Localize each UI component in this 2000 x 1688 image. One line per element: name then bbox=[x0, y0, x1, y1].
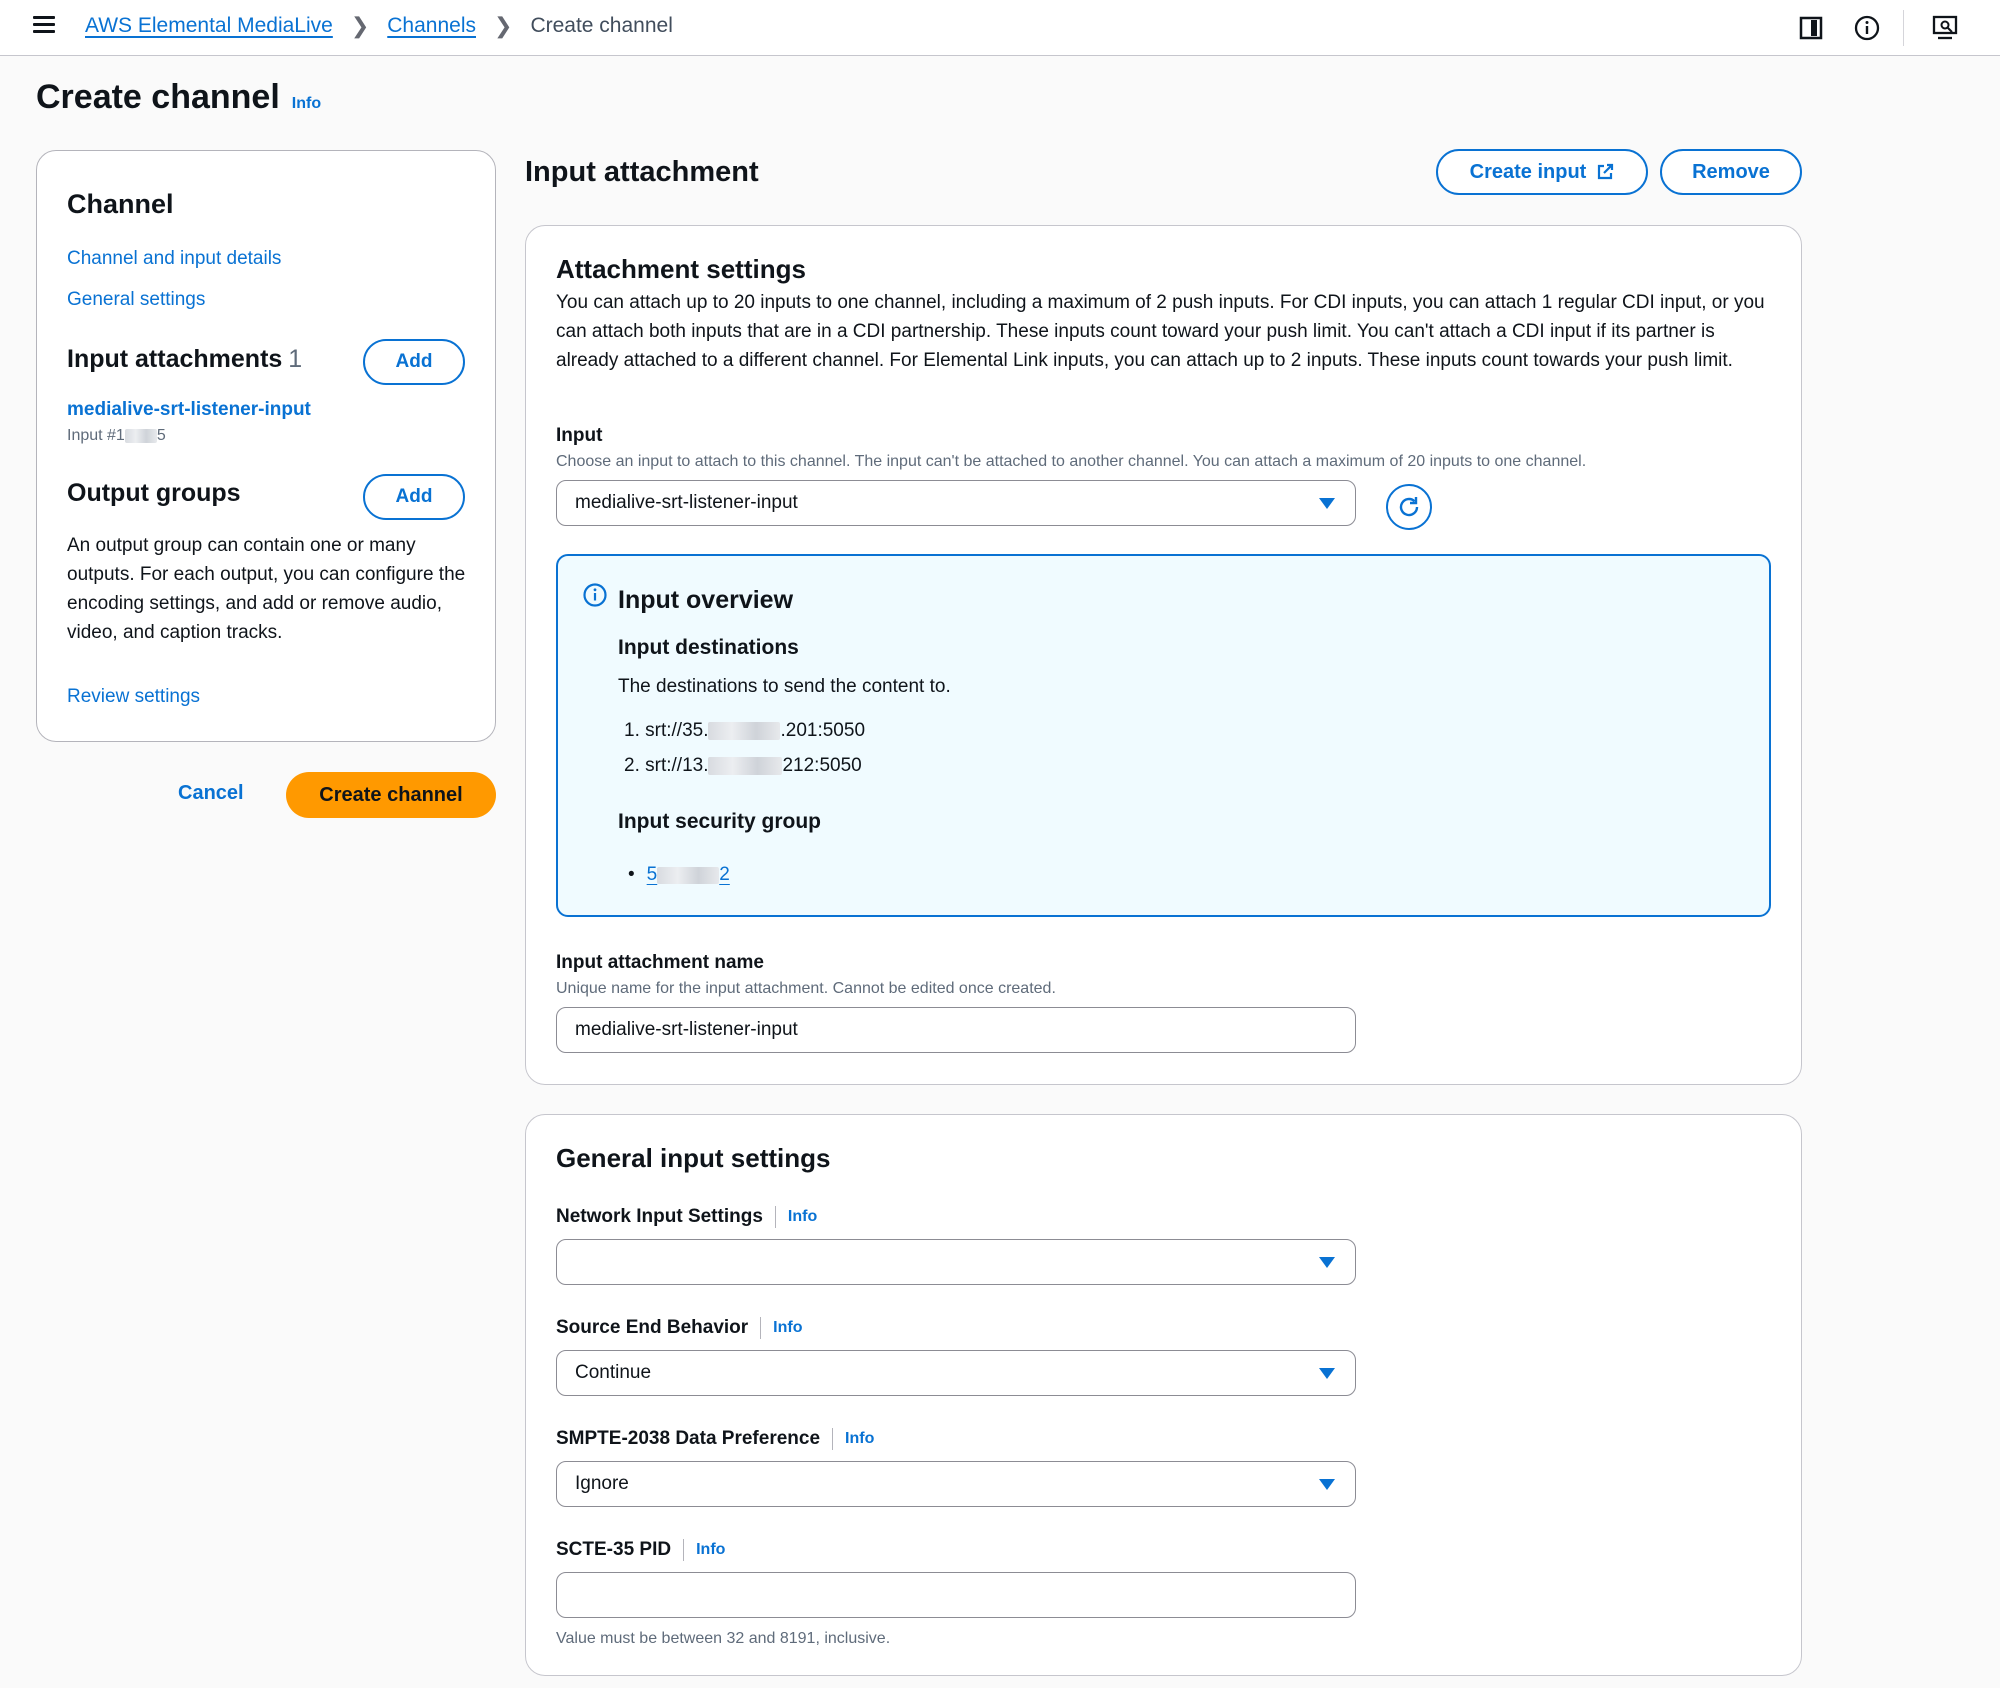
attachment-settings-description: You can attach up to 20 inputs to one channel, including a maximum of 2 push inputs. For CDI inputs, you can attach 1 regular CDI input, or you can attach both inputs that are in a CDI partnership. These inputs count toward your push limit. You can't attach a CDI input if its partner is already attached to a different channel. For Elemental Link inputs, you can attach up to 2 inputs. These inputs count towards your push limit. bbox=[556, 292, 1765, 371]
info-icon[interactable] bbox=[1853, 14, 1881, 42]
menu-icon[interactable] bbox=[33, 13, 57, 35]
input-attachment-name-field[interactable] bbox=[556, 1007, 1356, 1053]
external-link-icon bbox=[1596, 163, 1614, 181]
info-link[interactable]: Info bbox=[845, 1430, 875, 1447]
input-overview-alert bbox=[556, 554, 1771, 917]
info-link[interactable]: Info bbox=[787, 1208, 818, 1225]
source-end-behavior-text: Source End Behavior bbox=[556, 1317, 749, 1338]
divider bbox=[775, 1206, 776, 1228]
chevron-right-icon: ❯ bbox=[350, 13, 370, 38]
attachment-settings-card bbox=[525, 225, 1802, 1085]
page-title-text: Create channel bbox=[36, 78, 280, 116]
destination-item bbox=[624, 755, 862, 777]
destination-suffix: 212:5050 bbox=[782, 755, 862, 776]
caret-down-icon bbox=[1319, 1368, 1335, 1379]
input-attachment-name-value: medialive-srt-listener-input bbox=[575, 1019, 798, 1040]
feedback-icon[interactable] bbox=[1932, 14, 1960, 42]
cancel-button[interactable]: Cancel bbox=[178, 782, 244, 804]
input-destinations-title: Input destinations bbox=[618, 636, 799, 659]
add-output-group-button[interactable]: Add bbox=[363, 474, 465, 520]
smpte-2038-text: SMPTE-2038 Data Preference bbox=[556, 1428, 821, 1449]
destination-item bbox=[624, 720, 865, 742]
divider bbox=[832, 1428, 833, 1450]
network-input-settings-select[interactable] bbox=[556, 1239, 1356, 1285]
input-attachments-label: Input attachments bbox=[67, 345, 283, 373]
split-panel-icon[interactable] bbox=[1797, 14, 1825, 42]
remove-button[interactable]: Remove bbox=[1660, 149, 1802, 195]
info-link[interactable]: Info bbox=[291, 95, 322, 112]
input-security-group-title: Input security group bbox=[618, 810, 822, 833]
nav-heading: Channel bbox=[67, 189, 174, 219]
page-title bbox=[36, 78, 321, 117]
input-select[interactable] bbox=[556, 480, 1356, 526]
smpte-2038-label bbox=[556, 1428, 874, 1450]
redacted-text bbox=[708, 757, 782, 775]
smpte-2038-select[interactable] bbox=[556, 1461, 1356, 1507]
chevron-right-icon: ❯ bbox=[494, 13, 513, 38]
general-input-settings-title: General input settings bbox=[556, 1143, 831, 1173]
source-end-behavior-select[interactable] bbox=[556, 1350, 1356, 1396]
divider bbox=[683, 1539, 684, 1561]
caret-down-icon bbox=[1319, 498, 1335, 509]
breadcrumb-channels[interactable]: Channels bbox=[387, 14, 476, 37]
input-id-prefix: Input #1 bbox=[67, 427, 125, 444]
smpte-2038-value: Ignore bbox=[575, 1473, 629, 1494]
refresh-icon bbox=[1396, 494, 1422, 520]
attachment-settings-title: Attachment settings bbox=[556, 254, 806, 284]
network-input-settings-label bbox=[556, 1206, 817, 1228]
create-input-label: Create input bbox=[1469, 160, 1587, 183]
channel-navigation-panel bbox=[36, 150, 496, 742]
input-destinations-text: The destinations to send the content to. bbox=[618, 676, 951, 697]
refresh-button[interactable] bbox=[1386, 484, 1432, 530]
add-input-attachment-button[interactable]: Add bbox=[363, 339, 465, 385]
input-attachment-name-label: Input attachment name bbox=[556, 952, 764, 973]
input-attachment-id bbox=[67, 427, 166, 445]
input-attachment-link[interactable]: medialive-srt-listener-input bbox=[67, 399, 311, 420]
security-group-suffix: 2 bbox=[719, 864, 730, 885]
nav-link-channel-input-details[interactable]: Channel and input details bbox=[67, 248, 282, 269]
divider bbox=[760, 1317, 761, 1339]
section-title: Input attachment bbox=[525, 156, 759, 188]
security-group-prefix: 5 bbox=[646, 864, 658, 885]
divider bbox=[1903, 10, 1904, 46]
breadcrumb-medialive[interactable]: AWS Elemental MediaLive bbox=[85, 14, 333, 37]
redacted-text bbox=[657, 867, 719, 884]
redacted-text bbox=[708, 722, 780, 740]
nav-link-general-settings[interactable]: General settings bbox=[67, 289, 206, 310]
security-group-item bbox=[628, 864, 730, 886]
nav-link-review-settings[interactable]: Review settings bbox=[67, 686, 201, 707]
scte-35-pid-input[interactable] bbox=[556, 1572, 1356, 1618]
source-end-behavior-value: Continue bbox=[575, 1362, 652, 1383]
redacted-text bbox=[125, 429, 157, 443]
create-input-button[interactable] bbox=[1436, 149, 1648, 195]
input-attachment-name-hint: Unique name for the input attachment. Cannot be edited once created. bbox=[556, 980, 1056, 997]
input-hint: Choose an input to attach to this channel. The input can't be attached to another channel. You can attach a maximum of 20 inputs to one channel. bbox=[556, 453, 1587, 470]
input-overview-title: Input overview bbox=[618, 586, 794, 614]
bullet: • bbox=[628, 864, 635, 885]
caret-down-icon bbox=[1319, 1257, 1335, 1268]
general-input-settings-card bbox=[525, 1114, 1802, 1676]
create-channel-button[interactable]: Create channel bbox=[286, 772, 496, 818]
top-icon-group bbox=[1769, 10, 1960, 46]
input-id-suffix: 5 bbox=[156, 427, 166, 444]
output-groups-heading: Output groups bbox=[67, 479, 241, 507]
top-navigation bbox=[0, 0, 2000, 56]
caret-down-icon bbox=[1319, 1479, 1335, 1490]
input-attachments-count: 1 bbox=[288, 345, 303, 373]
destination-prefix: 1. srt://35. bbox=[624, 720, 709, 741]
output-groups-description: An output group can contain one or many outputs. For each output, you can configure the encoding settings, and add or remove audio, video, and caption tracks. bbox=[67, 535, 466, 643]
destination-suffix: .201:5050 bbox=[780, 720, 866, 741]
input-attachments-heading bbox=[67, 345, 302, 374]
scte-35-pid-hint: Value must be between 32 and 8191, inclusive. bbox=[556, 1630, 891, 1647]
destination-prefix: 2. srt://13. bbox=[624, 755, 709, 776]
breadcrumb bbox=[85, 12, 673, 40]
input-select-value: medialive-srt-listener-input bbox=[575, 492, 798, 513]
info-link[interactable]: Info bbox=[773, 1319, 803, 1336]
network-input-settings-text: Network Input Settings bbox=[556, 1206, 763, 1227]
info-link[interactable]: Info bbox=[696, 1541, 726, 1558]
security-group-link[interactable] bbox=[647, 864, 730, 886]
scte-35-pid-text: SCTE-35 PID bbox=[556, 1539, 672, 1560]
breadcrumb-current: Create channel bbox=[530, 14, 673, 37]
scte-35-pid-label bbox=[556, 1539, 725, 1561]
info-circle-icon bbox=[582, 582, 608, 608]
input-label: Input bbox=[556, 425, 603, 446]
source-end-behavior-label bbox=[556, 1317, 803, 1339]
